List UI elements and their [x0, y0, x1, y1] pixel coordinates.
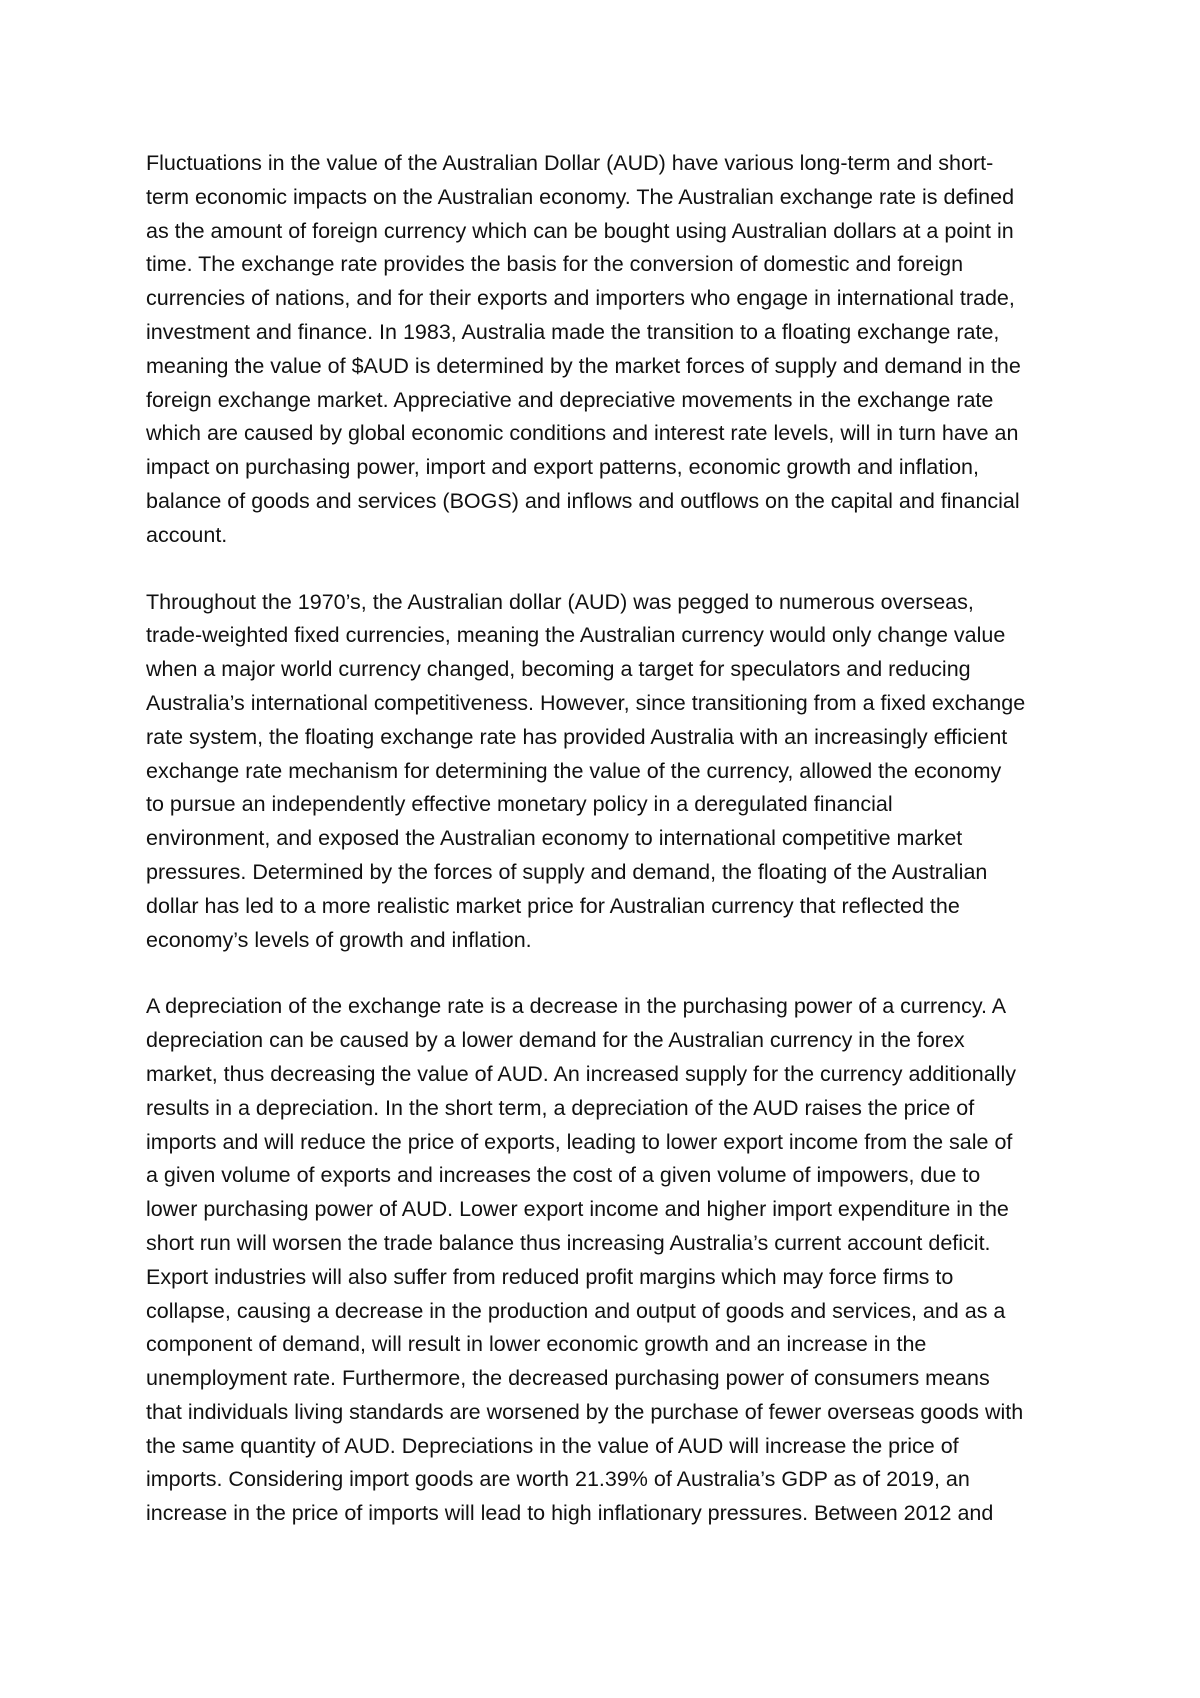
text-line: time. The exchange rate provides the basis for the conversion of domestic and foreign — [146, 252, 964, 277]
paragraph-3 — [146, 990, 1076, 1531]
text-line: Australia’s international competitiveness. However, since transitioning from a fixed exchange — [146, 690, 1026, 715]
paragraph-2 — [146, 586, 1076, 958]
text-line: a given volume of exports and increases the cost of a given volume of impowers, due to — [146, 1163, 981, 1188]
text-line: component of demand, will result in lower economic growth and an increase in the — [146, 1332, 927, 1357]
text-line: increase in the price of imports will lead to high inflationary pressures. Between 2012 and — [146, 1501, 994, 1526]
text-line: that individuals living standards are worsened by the purchase of fewer overseas goods with — [146, 1399, 1024, 1424]
text-line: which are caused by global economic conditions and interest rate levels, will in turn have an — [146, 421, 1019, 446]
text-line: rate system, the floating exchange rate has provided Australia with an increasingly efficient — [146, 724, 1008, 749]
text-line: foreign exchange market. Appreciative and depreciative movements in the exchange rate — [146, 387, 994, 412]
text-line: imports and will reduce the price of exports, leading to lower export income from the sale of — [146, 1129, 1013, 1154]
text-line: economy’s levels of growth and inflation. — [146, 927, 532, 952]
text-line: collapse, causing a decrease in the production and output of goods and services, and as a — [146, 1298, 1006, 1323]
text-line: exchange rate mechanism for determining the value of the currency, allowed the economy — [146, 758, 1002, 783]
text-line: to pursue an independently effective monetary policy in a deregulated financial — [146, 792, 893, 817]
text-line: the same quantity of AUD. Depreciations in the value of AUD will increase the price of — [146, 1433, 959, 1458]
text-line: impact on purchasing power, import and export patterns, economic growth and inflation, — [146, 455, 979, 480]
text-line: market, thus decreasing the value of AUD. An increased supply for the currency additionally — [146, 1061, 1017, 1086]
text-line: results in a depreciation. In the short term, a depreciation of the AUD raises the price of — [146, 1095, 975, 1120]
text-line: investment and finance. In 1983, Australia made the transition to a floating exchange rate, — [146, 319, 1000, 344]
text-line: unemployment rate. Furthermore, the decreased purchasing power of consumers means — [146, 1366, 990, 1391]
text-line: currencies of nations, and for their exports and importers who engage in international trade, — [146, 286, 1015, 311]
text-line: lower purchasing power of AUD. Lower export income and higher import expenditure in the — [146, 1197, 1009, 1222]
paragraph-1 — [146, 147, 1076, 553]
text-line: when a major world currency changed, becoming a target for speculators and reducing — [146, 657, 971, 682]
text-line: Fluctuations in the value of the Australian Dollar (AUD) have various long-term and short- — [146, 151, 994, 175]
text-line: pressures. Determined by the forces of supply and demand, the floating of the Australian — [146, 859, 988, 884]
document-body — [146, 147, 1076, 1564]
text-line: environment, and exposed the Australian economy to international competitive market — [146, 826, 963, 851]
text-line: as the amount of foreign currency which can be bought using Australian dollars at a point in — [146, 218, 1014, 243]
text-line: A depreciation of the exchange rate is a decrease in the purchasing power of a currency. A — [146, 994, 1007, 1019]
text-line: imports. Considering import goods are worth 21.39% of Australia’s GDP as of 2019, an — [146, 1467, 970, 1492]
text-line: Export industries will also suffer from reduced profit margins which may force firms to — [146, 1264, 954, 1289]
text-line: trade-weighted fixed currencies, meaning the Australian currency would only change value — [146, 623, 1006, 648]
text-line: account. — [146, 522, 228, 547]
text-line: dollar has led to a more realistic market price for Australian currency that reflected the — [146, 893, 960, 918]
text-line: balance of goods and services (BOGS) and inflows and outflows on the capital and financial — [146, 488, 1020, 513]
text-line: short run will worsen the trade balance thus increasing Australia’s current account deficit. — [146, 1230, 991, 1255]
text-line: depreciation can be caused by a lower demand for the Australian currency in the forex — [146, 1028, 965, 1053]
text-line: term economic impacts on the Australian economy. The Australian exchange rate is defined — [146, 184, 1015, 209]
text-line: Throughout the 1970’s, the Australian dollar (AUD) was pegged to numerous overseas, — [146, 589, 974, 614]
text-line: meaning the value of $AUD is determined by the market forces of supply and demand in the — [146, 353, 1021, 378]
